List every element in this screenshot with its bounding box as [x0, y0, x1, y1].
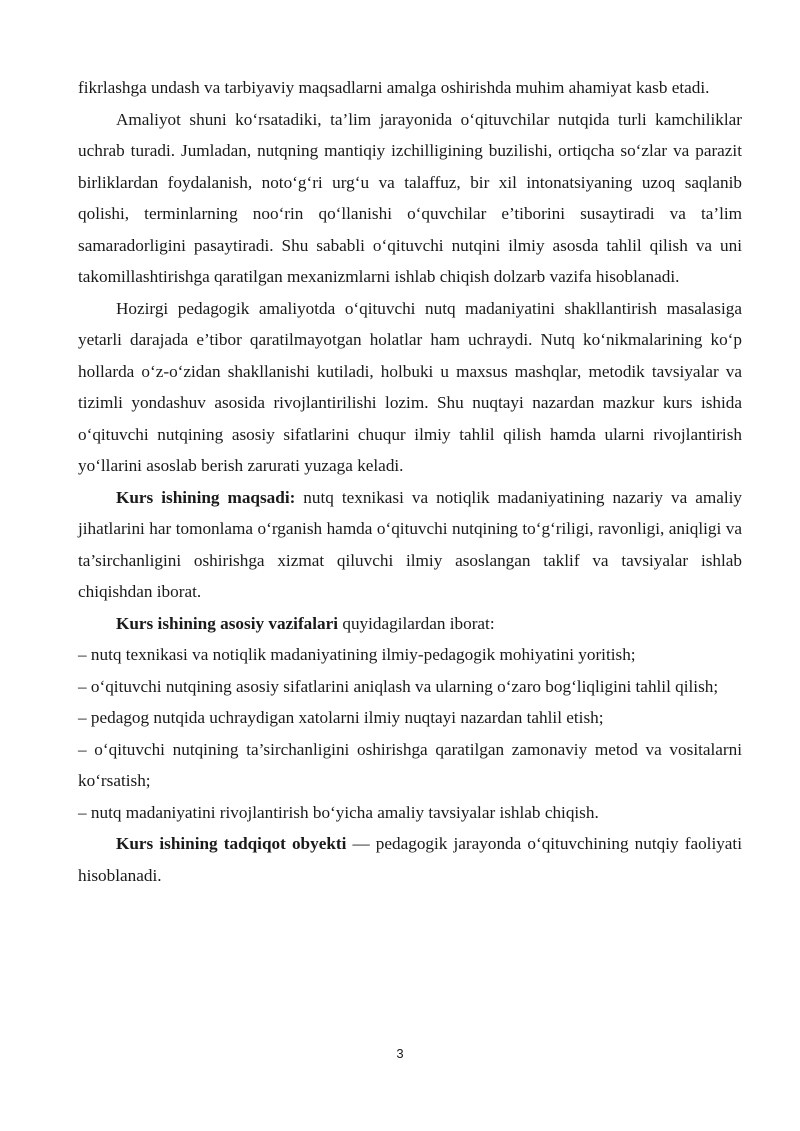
goal-label: Kurs ishining maqsadi:	[116, 487, 296, 507]
object-text: — pedagogik jarayonda o‘qituvchining nutqiy faoliyati hisoblanadi.	[78, 834, 742, 885]
object-label: Kurs ishining tadqiqot obyekti	[116, 834, 347, 853]
task-item: – nutq texnikasi va notiqlik madaniyatining ilmiy-pedagogik mohiyatini yoritish;	[78, 645, 636, 664]
goal-text: nutq texnikasi va notiqlik madaniyatining nazariy va amaliy jihatlarini har tomonlama o‘rganish hamda o‘qituvchi nutqining to‘g‘riligi, ravonligi, aniqligi va ta’sirchanligini oshirishga xizmat qiluvchi ilmiy asoslangan taklif va tavsiyalar ishlab chiqishdan iborat.	[78, 487, 742, 601]
paragraph-object	[78, 828, 742, 891]
paragraph-tasks-intro	[78, 608, 742, 640]
page-number: 3	[396, 1046, 404, 1061]
paragraph-goal	[78, 482, 742, 608]
paragraph-continuation: fikrlashga undash va tarbiyaviy maqsadlarni amalga oshirishda muhim ahamiyat kasb etadi.	[78, 78, 710, 97]
document-body	[78, 72, 742, 891]
paragraph-current-practice: Hozirgi pedagogik amaliyotda o‘qituvchi nutq madaniyatini shakllantirish masalasiga yetarli darajada e’tibor qaratilmayotgan holatlar ham uchraydi. Nutq ko‘nikmalarining ko‘p hollarda o‘z-o‘zidan shakllanishi kutiladi, holbuki u maxsus mashqlar, metodik tavsiyalar va tizimli yondashuv asosida rivojlantirilishi lozim. Shu nuqtayi nazardan mazkur kurs ishida o‘qituvchi nutqining asosiy sifatlarini chuqur ilmiy tahlil qilish hamda ularni rivojlantirish yo‘llarini asoslab berish zarurati yuzaga keladi.	[78, 298, 742, 475]
tasks-label: Kurs ishining asosiy vazifalari	[116, 613, 339, 633]
task-item: – o‘qituvchi nutqining asosiy sifatlarini aniqlash va ularning o‘zaro bog‘liqligini tahlil qilish;	[78, 676, 719, 696]
paragraph-practice: Amaliyot shuni ko‘rsatadiki, ta’lim jarayonida o‘qituvchilar nutqida turli kamchiliklar uchrab turadi. Jumladan, nutqning mantiqiy izchilligining buzilishi, ortiqcha so‘zlar va parazit birliklardan foydalanish, noto‘g‘ri urg‘u va talaffuz, bir xil intonatsiyaning uzoq saqlanib qolishi, terminlarning noo‘rin qo‘llanishi o‘quvchilar e’tiborini susaytiradi va ta’lim samaradorligini pasaytiradi. Shu sababli o‘qituvchi nutqini ilmiy asosda tahlil qilish va uni takomillashtirishga qaratilgan mexanizmlarni ishlab chiqish dolzarb vazifa hisoblanadi.	[78, 109, 742, 286]
task-item: – o‘qituvchi nutqining ta’sirchanligini oshirishga qaratilgan zamonaviy metod va vositalarni ko‘rsatish;	[78, 739, 742, 790]
task-item: – nutq madaniyatini rivojlantirish bo‘yicha amaliy tavsiyalar ishlab chiqish.	[78, 802, 599, 822]
tasks-text: quyidagilardan iborat:	[338, 613, 495, 633]
task-item: – pedagog nutqida uchraydigan xatolarni ilmiy nuqtayi nazardan tahlil etish;	[78, 708, 604, 727]
